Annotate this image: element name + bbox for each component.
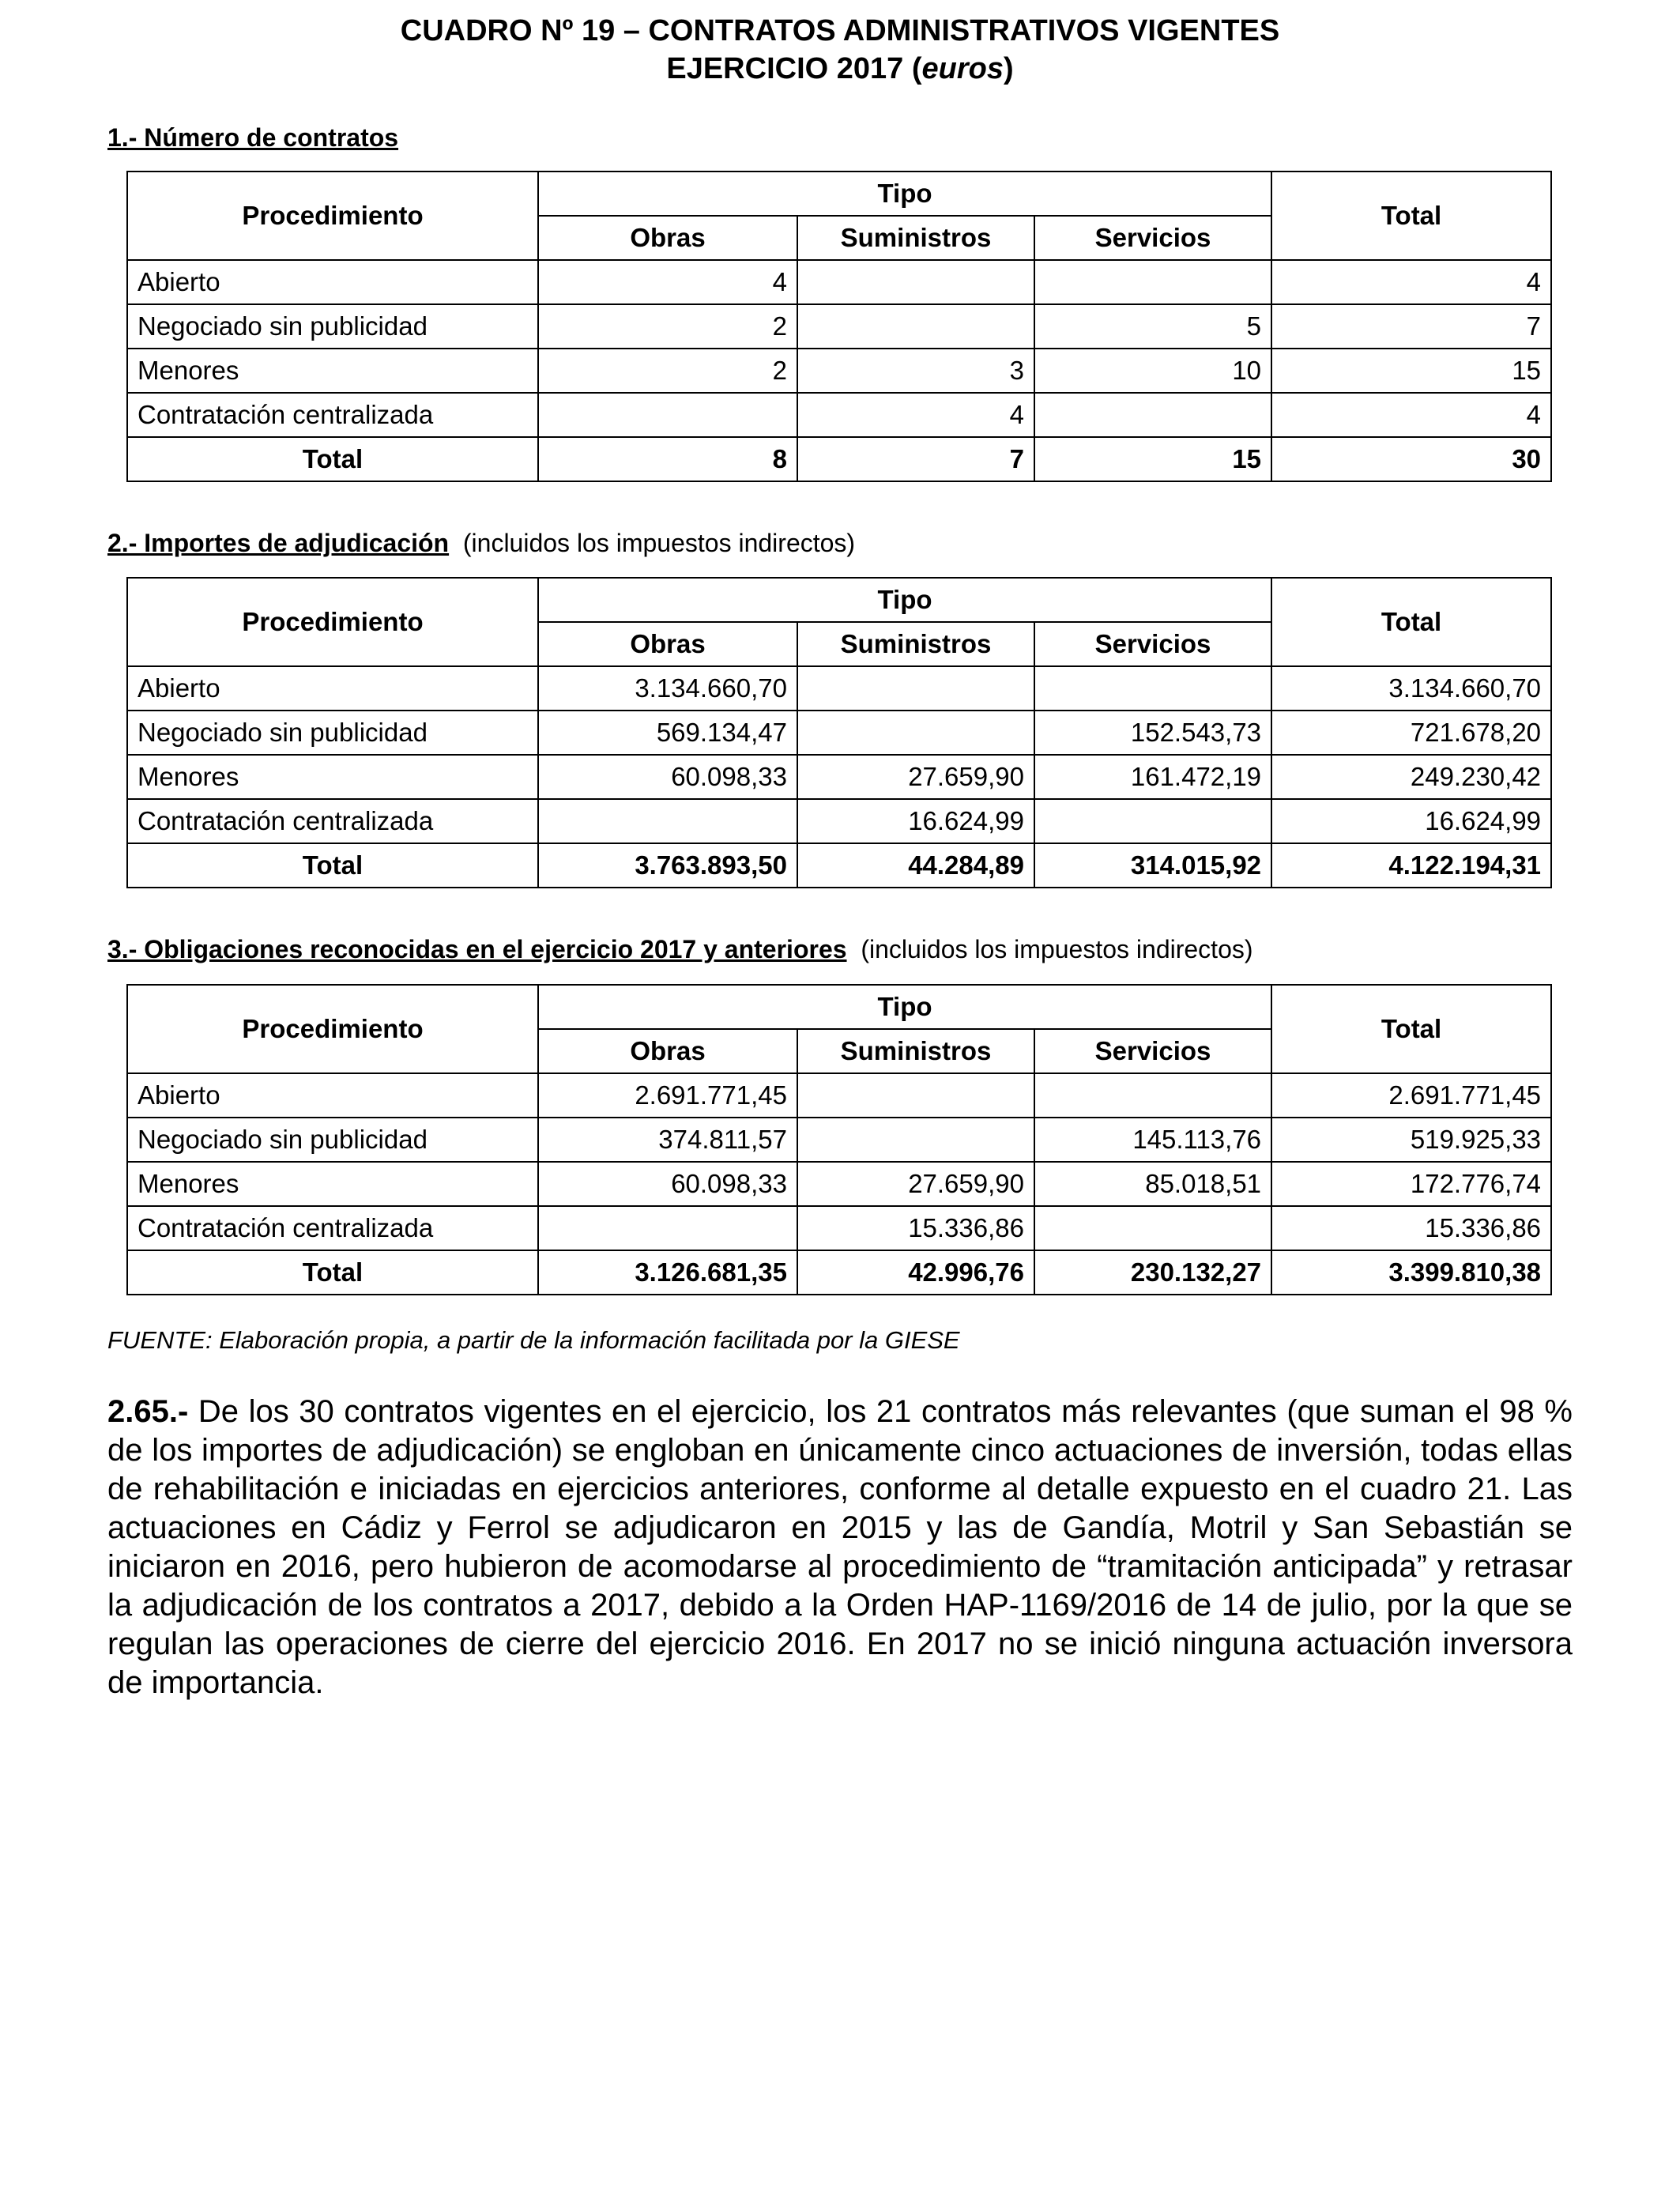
- cell-obras: 569.134,47: [538, 711, 797, 755]
- cell-suministros: [797, 666, 1034, 711]
- table-row: [127, 1206, 1551, 1250]
- cell-obras: 3.763.893,50: [538, 843, 797, 888]
- page-title-line-1: CUADRO Nº 19 – CONTRATOS ADMINISTRATIVOS VIGENTES: [400, 14, 1280, 47]
- table-row: [127, 711, 1551, 755]
- col-header-procedimiento: Procedimiento: [127, 985, 538, 1073]
- cell-obras: 60.098,33: [538, 755, 797, 799]
- row-label: Total: [127, 1250, 538, 1295]
- cell-servicios: 85.018,51: [1034, 1162, 1271, 1206]
- paragraph-number: 2.65.-: [107, 1394, 189, 1429]
- cell-suministros: [797, 711, 1034, 755]
- col-header-servicios: Servicios: [1034, 1029, 1271, 1073]
- col-header-total: Total: [1271, 172, 1551, 260]
- row-label: Negociado sin publicidad: [127, 1118, 538, 1162]
- cell-servicios: 230.132,27: [1034, 1250, 1271, 1295]
- cell-obras: 2.691.771,45: [538, 1073, 797, 1118]
- cell-total: 172.776,74: [1271, 1162, 1551, 1206]
- cell-total: 249.230,42: [1271, 755, 1551, 799]
- cell-obras: 3.134.660,70: [538, 666, 797, 711]
- row-label: Contratación centralizada: [127, 393, 538, 437]
- row-label: Abierto: [127, 666, 538, 711]
- col-header-suministros: Suministros: [797, 622, 1034, 666]
- cell-suministros: 42.996,76: [797, 1250, 1034, 1295]
- col-header-tipo: Tipo: [538, 578, 1271, 622]
- row-label: Menores: [127, 349, 538, 393]
- cell-servicios: 314.015,92: [1034, 843, 1271, 888]
- row-label: Total: [127, 437, 538, 481]
- section-heading-3-title: 3.- Obligaciones reconocidas en el ejercicio 2017 y anteriores: [107, 935, 847, 963]
- cell-obras: 8: [538, 437, 797, 481]
- cell-obras: [538, 1206, 797, 1250]
- cell-servicios: 5: [1034, 304, 1271, 349]
- col-header-procedimiento: Procedimiento: [127, 172, 538, 260]
- section-heading-2-note: (incluidos los impuestos indirectos): [462, 529, 856, 557]
- section-heading-2: [107, 527, 855, 559]
- table-row: [127, 755, 1551, 799]
- cell-total: 721.678,20: [1271, 711, 1551, 755]
- col-header-obras: Obras: [538, 216, 797, 260]
- cell-obras: 2: [538, 349, 797, 393]
- cell-suministros: [797, 1073, 1034, 1118]
- section-heading-2-title: 2.- Importes de adjudicación: [107, 529, 450, 557]
- cell-total: 4: [1271, 393, 1551, 437]
- cell-total: 15.336,86: [1271, 1206, 1551, 1250]
- cell-servicios: [1034, 393, 1271, 437]
- cell-total: 15: [1271, 349, 1551, 393]
- cell-suministros: 44.284,89: [797, 843, 1034, 888]
- cell-suministros: [797, 260, 1034, 304]
- row-label: Contratación centralizada: [127, 799, 538, 843]
- cell-suministros: [797, 1118, 1034, 1162]
- table-obligaciones-reconocidas: [126, 984, 1552, 1295]
- cell-servicios: [1034, 1073, 1271, 1118]
- cell-suministros: 27.659,90: [797, 1162, 1034, 1206]
- col-header-tipo: Tipo: [538, 172, 1271, 216]
- section-heading-3: [107, 933, 1253, 965]
- table-row: [127, 666, 1551, 711]
- cell-suministros: 4: [797, 393, 1034, 437]
- col-header-obras: Obras: [538, 622, 797, 666]
- cell-servicios: [1034, 260, 1271, 304]
- col-header-total: Total: [1271, 578, 1551, 666]
- page-title-line-2: [0, 49, 1680, 89]
- cell-servicios: 10: [1034, 349, 1271, 393]
- row-label: Abierto: [127, 1073, 538, 1118]
- cell-total: 4: [1271, 260, 1551, 304]
- cell-total: 519.925,33: [1271, 1118, 1551, 1162]
- table-row: [127, 304, 1551, 349]
- cell-servicios: [1034, 1206, 1271, 1250]
- col-header-suministros: Suministros: [797, 216, 1034, 260]
- col-header-obras: Obras: [538, 1029, 797, 1073]
- table-row: [127, 1118, 1551, 1162]
- row-label: Negociado sin publicidad: [127, 304, 538, 349]
- section-heading-1-title: 1.- Número de contratos: [107, 123, 399, 152]
- title-suffix: ): [1003, 52, 1014, 85]
- cell-suministros: 15.336,86: [797, 1206, 1034, 1250]
- cell-total: 30: [1271, 437, 1551, 481]
- cell-obras: 60.098,33: [538, 1162, 797, 1206]
- cell-total: 16.624,99: [1271, 799, 1551, 843]
- cell-servicios: [1034, 799, 1271, 843]
- table-total-row: [127, 437, 1551, 481]
- section-heading-1: [107, 122, 398, 153]
- table-row: [127, 799, 1551, 843]
- cell-suministros: 16.624,99: [797, 799, 1034, 843]
- cell-total: 3.399.810,38: [1271, 1250, 1551, 1295]
- cell-suministros: [797, 304, 1034, 349]
- col-header-procedimiento: Procedimiento: [127, 578, 538, 666]
- row-label: Contratación centralizada: [127, 1206, 538, 1250]
- cell-suministros: 7: [797, 437, 1034, 481]
- table-row: [127, 260, 1551, 304]
- title-prefix: EJERCICIO 2017 (: [666, 52, 922, 85]
- cell-obras: 374.811,57: [538, 1118, 797, 1162]
- col-header-suministros: Suministros: [797, 1029, 1034, 1073]
- col-header-servicios: Servicios: [1034, 216, 1271, 260]
- table-row: [127, 1073, 1551, 1118]
- table-total-row: [127, 1250, 1551, 1295]
- row-label: Menores: [127, 1162, 538, 1206]
- cell-total: 2.691.771,45: [1271, 1073, 1551, 1118]
- cell-obras: 2: [538, 304, 797, 349]
- cell-suministros: 3: [797, 349, 1034, 393]
- row-label: Abierto: [127, 260, 538, 304]
- cell-total: 7: [1271, 304, 1551, 349]
- col-header-tipo: Tipo: [538, 985, 1271, 1029]
- row-label: Negociado sin publicidad: [127, 711, 538, 755]
- cell-obras: 3.126.681,35: [538, 1250, 797, 1295]
- table-row: [127, 1162, 1551, 1206]
- table-numero-contratos: [126, 171, 1552, 482]
- row-label: Menores: [127, 755, 538, 799]
- body-paragraph: [107, 1393, 1573, 1702]
- col-header-total: Total: [1271, 985, 1551, 1073]
- cell-servicios: [1034, 666, 1271, 711]
- cell-total: 4.122.194,31: [1271, 843, 1551, 888]
- table-row: [127, 349, 1551, 393]
- paragraph-text: De los 30 contratos vigentes en el ejercicio, los 21 contratos más relevantes (que suman el 98 % de los importes de adjudicación) se engloban en únicamente cinco actuaciones de inversión, todas ellas de rehabilitación e iniciadas en ejercicios anteriores, conforme al detalle expuesto en el cuadro 21. Las actuaciones en Cádiz y Ferrol se adjudicaron en 2015 y las de Gandía, Motril y San Sebastián se iniciaron en 2016, pero hubieron de acomodarse al procedimiento de “tramitación anticipada” y retrasar la adjudicación de los contratos a 2017, debido a la Orden HAP-1169/2016 de 14 de julio, por la que se regulan las operaciones de cierre del ejercicio 2016. En 2017 no se inició ninguna actuación inversora de importancia.: [107, 1394, 1573, 1700]
- row-label: Total: [127, 843, 538, 888]
- cell-suministros: 27.659,90: [797, 755, 1034, 799]
- cell-obras: [538, 799, 797, 843]
- cell-obras: [538, 393, 797, 437]
- cell-obras: 4: [538, 260, 797, 304]
- title-unit: euros: [921, 52, 1004, 85]
- col-header-servicios: Servicios: [1034, 622, 1271, 666]
- table-total-row: [127, 843, 1551, 888]
- cell-servicios: 145.113,76: [1034, 1118, 1271, 1162]
- cell-servicios: 161.472,19: [1034, 755, 1271, 799]
- section-heading-3-note: (incluidos los impuestos indirectos): [861, 935, 1253, 963]
- table-row: [127, 393, 1551, 437]
- cell-servicios: 15: [1034, 437, 1271, 481]
- source-note: FUENTE: Elaboración propia, a partir de la información facilitada por la GIESE: [107, 1326, 960, 1354]
- table-importes-adjudicacion: [126, 577, 1552, 888]
- cell-total: 3.134.660,70: [1271, 666, 1551, 711]
- cell-servicios: 152.543,73: [1034, 711, 1271, 755]
